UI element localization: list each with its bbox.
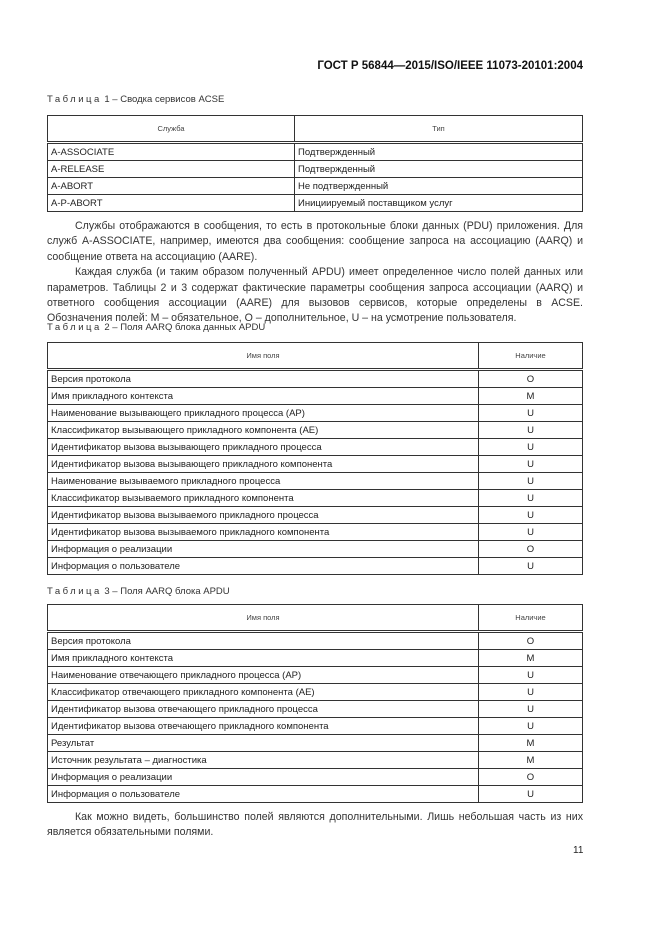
table-cell: Классификатор отвечающего прикладного компонента (AE) xyxy=(48,684,479,701)
column-header: Имя поля xyxy=(48,343,479,370)
table3-caption: Таблица 3 – Поля AARQ блока APDU xyxy=(47,586,230,597)
table-cell: Результат xyxy=(48,735,479,752)
table-row xyxy=(48,507,583,524)
page-number: 11 xyxy=(573,845,584,856)
table-row xyxy=(48,524,583,541)
table-header-row xyxy=(48,343,583,370)
table-cell: M xyxy=(479,752,583,769)
column-header: Служба xyxy=(48,116,295,143)
table-row xyxy=(48,752,583,769)
table2-caption: Таблица 2 – Поля AARQ блока данных APDU xyxy=(47,322,266,333)
table1-acse-services xyxy=(47,115,583,212)
table-row xyxy=(48,718,583,735)
table-row xyxy=(48,388,583,405)
table-row xyxy=(48,422,583,439)
table-row xyxy=(48,769,583,786)
table-cell: Версия протокола xyxy=(48,370,479,388)
table-row xyxy=(48,405,583,422)
table-cell: M xyxy=(479,650,583,667)
table-cell: U xyxy=(479,718,583,735)
standard-header: ГОСТ Р 56844—2015/ISO/IEEE 11073-20101:2004 xyxy=(317,60,583,72)
table-cell: O xyxy=(479,632,583,650)
table-row xyxy=(48,632,583,650)
table-row xyxy=(48,161,583,178)
table-cell: A-P-ABORT xyxy=(48,195,295,212)
table-cell: U xyxy=(479,558,583,575)
table-cell: Идентификатор вызова отвечающего прикладного процесса xyxy=(48,701,479,718)
table-row xyxy=(48,143,583,161)
table-cell: A-RELEASE xyxy=(48,161,295,178)
column-header: Наличие xyxy=(479,605,583,632)
table-row xyxy=(48,786,583,803)
table-cell: M xyxy=(479,388,583,405)
table-cell: U xyxy=(479,684,583,701)
table-cell: U xyxy=(479,507,583,524)
table-cell: A-ABORT xyxy=(48,178,295,195)
table-cell: O xyxy=(479,370,583,388)
table-cell: Информация о пользователе xyxy=(48,786,479,803)
table-cell: U xyxy=(479,524,583,541)
table-cell: Классификатор вызываемого прикладного компонента xyxy=(48,490,479,507)
table1-caption: Таблица 1 – Сводка сервисов ACSE xyxy=(47,94,225,105)
table-row xyxy=(48,735,583,752)
table-cell: O xyxy=(479,541,583,558)
table-header-row xyxy=(48,116,583,143)
table-cell: Не подтвержденный xyxy=(295,178,583,195)
table2-aarq-fields xyxy=(47,342,583,575)
table-row xyxy=(48,701,583,718)
table-cell: Источник результата – диагностика xyxy=(48,752,479,769)
table-cell: Идентификатор вызова вызываемого прикладного процесса xyxy=(48,507,479,524)
table-row xyxy=(48,178,583,195)
table-row xyxy=(48,195,583,212)
table-row xyxy=(48,558,583,575)
column-header: Наличие xyxy=(479,343,583,370)
table-cell: U xyxy=(479,786,583,803)
table-cell: Версия протокола xyxy=(48,632,479,650)
table-cell: Инициируемый поставщиком услуг xyxy=(295,195,583,212)
table-cell: A-ASSOCIATE xyxy=(48,143,295,161)
body-text-1: Службы отображаются в сообщения, то есть в протокольные блоки данных (PDU) приложения. Для служб A-ASSOCIATE, например, имеются два сообщения: сообщение запроса на ассоциацию (AARQ) и сообщение ответа на ассоциацию (AARE). Каждая служба (и таким образом полученный APDU) имеет определенное число полей данных или параметров. Таблицы 2 и 3 содержат фактические параметры сообщения запроса ассоциации (AARQ) и ответного сообщения ассоциации (AARE) для вызовов сервисов, которые определены в ACSE. Обозначения полей: M – обязательное, O – дополнительное, U – на усмотрение пользователя. xyxy=(47,220,583,325)
table-cell: M xyxy=(479,735,583,752)
table-cell: U xyxy=(479,439,583,456)
table-cell: Имя прикладного контекста xyxy=(48,388,479,405)
table-cell: U xyxy=(479,473,583,490)
table-cell: O xyxy=(479,769,583,786)
table-row xyxy=(48,684,583,701)
table-row xyxy=(48,439,583,456)
column-header: Имя поля xyxy=(48,605,479,632)
table-row xyxy=(48,541,583,558)
table-cell: Наименование отвечающего прикладного процесса (AP) xyxy=(48,667,479,684)
table-row xyxy=(48,490,583,507)
table-cell: Идентификатор вызова вызывающего прикладного компонента xyxy=(48,456,479,473)
table-cell: Идентификатор вызова вызываемого прикладного компонента xyxy=(48,524,479,541)
table-cell: U xyxy=(479,701,583,718)
table-cell: Подтвержденный xyxy=(295,161,583,178)
table-cell: Подтвержденный xyxy=(295,143,583,161)
table-cell: U xyxy=(479,667,583,684)
column-header: Тип xyxy=(295,116,583,143)
table-cell: Идентификатор вызова вызывающего прикладного процесса xyxy=(48,439,479,456)
table-cell: Идентификатор вызова отвечающего прикладного компонента xyxy=(48,718,479,735)
table-row xyxy=(48,667,583,684)
table-cell: Классификатор вызывающего прикладного компонента (AE) xyxy=(48,422,479,439)
table-cell: Информация о реализации xyxy=(48,769,479,786)
table-row xyxy=(48,370,583,388)
table-cell: Информация о реализации xyxy=(48,541,479,558)
table-cell: U xyxy=(479,422,583,439)
table-header-row xyxy=(48,605,583,632)
table-cell: U xyxy=(479,490,583,507)
table-cell: Информация о пользователе xyxy=(48,558,479,575)
table3-aare-fields xyxy=(47,604,583,803)
table-cell: U xyxy=(479,456,583,473)
table-cell: Наименование вызываемого прикладного процесса xyxy=(48,473,479,490)
table-row xyxy=(48,456,583,473)
table-cell: Имя прикладного контекста xyxy=(48,650,479,667)
table-row xyxy=(48,473,583,490)
table-cell: U xyxy=(479,405,583,422)
table-cell: Наименование вызывающего прикладного процесса (AP) xyxy=(48,405,479,422)
body-text-2: Как можно видеть, большинство полей являются дополнительными. Лишь небольшая часть из них является обязательными полями. xyxy=(47,811,583,839)
table-row xyxy=(48,650,583,667)
